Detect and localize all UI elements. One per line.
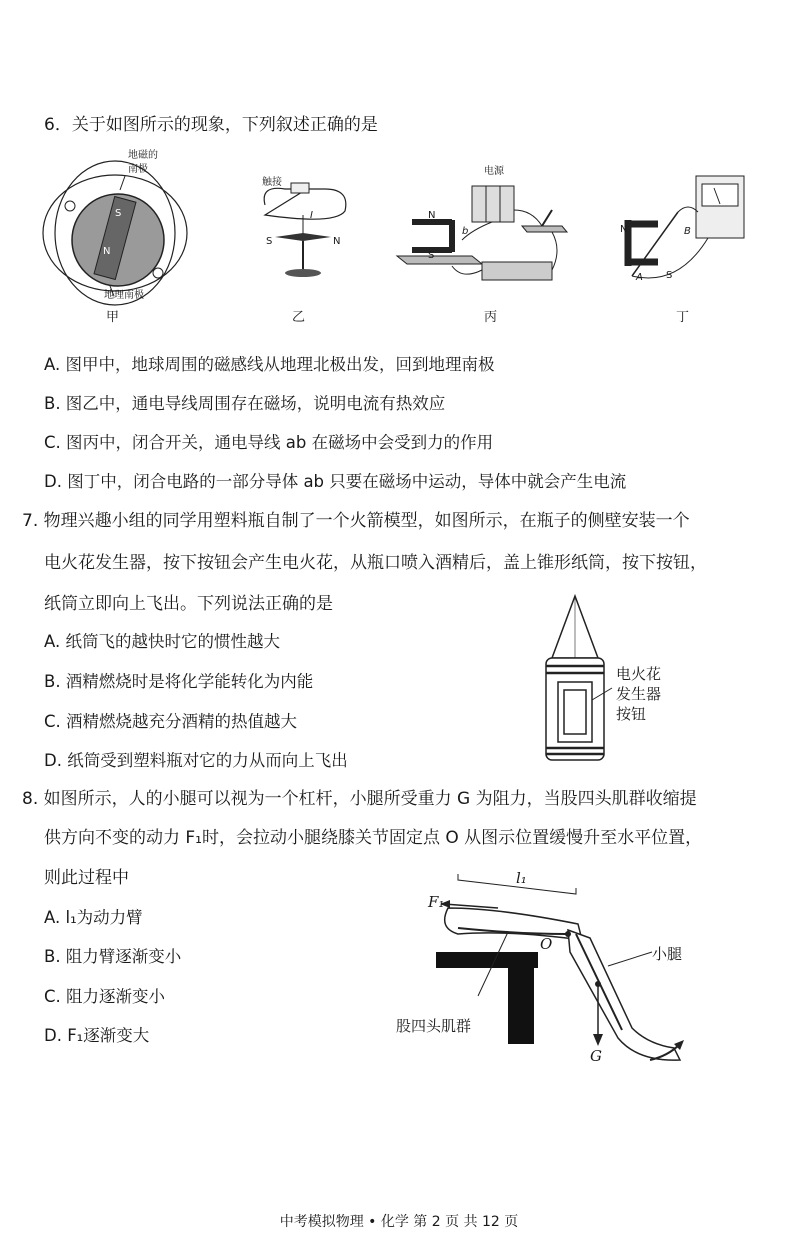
q6-option-b: B. 图乙中，通电导线周围存在磁场，说明电流有热效应: [44, 394, 446, 413]
leg-label: 小腿: [652, 945, 683, 963]
bing-caption: 丙: [484, 310, 498, 325]
q8-stem-3: 则此过程中: [44, 868, 129, 888]
muscle-label: 股四头肌群: [396, 1017, 472, 1035]
figure-bing: [392, 170, 572, 300]
jia-top-label-2: 南极: [128, 164, 148, 175]
q6-option-a: A. 图甲中，地球周围的磁感线从地理北极出发，回到地理南极: [44, 355, 495, 374]
leg-o: O: [540, 935, 553, 953]
leg-l1: l₁: [516, 869, 527, 887]
jia-caption: 甲: [106, 310, 120, 325]
rocket-label-3: 按钮: [616, 705, 647, 723]
rocket-figure: [540, 596, 610, 764]
jia-magnet-n: N: [103, 246, 111, 257]
ding-caption: 丁: [676, 310, 690, 325]
q7-option-d: D. 纸筒受到塑料瓶对它的力从而向上飞出: [44, 751, 348, 770]
q6-stem: 6．关于如图所示的现象，下列叙述正确的是: [44, 115, 378, 135]
rocket-label-1: 电火花: [616, 665, 662, 683]
q8-option-b: B. 阻力臂逐渐变小: [44, 947, 182, 966]
jia-bottom-label: 地理南极: [104, 290, 144, 301]
ding-b: B: [684, 226, 691, 237]
q8-option-a: A. l₁为动力臂: [44, 908, 143, 927]
q6-option-c: C. 图丙中，闭合开关，通电导线 ab 在磁场中会受到力的作用: [44, 433, 494, 452]
leg-g: G: [590, 1047, 602, 1065]
yi-touch-label: 触接: [262, 177, 282, 188]
q7-option-a: A. 纸筒飞的越快时它的惯性越大: [44, 632, 280, 651]
bing-s: S: [428, 250, 435, 261]
q6-option-d: D. 图丁中，闭合电路的一部分导体 ab 只要在磁场中运动，导体中就会产生电流: [44, 472, 627, 491]
q8-stem-1: 8. 如图所示，人的小腿可以视为一个杠杆，小腿所受重力 G 为阻力，当股四头肌群收缩提: [22, 789, 697, 809]
figure-yi: [255, 175, 355, 285]
jia-top-label-1: 地磁的: [128, 150, 158, 161]
q8-option-c: C. 阻力逐渐变小: [44, 987, 166, 1006]
rocket-label-2: 发生器: [616, 685, 662, 703]
q7-stem-1: 7. 物理兴趣小组的同学用塑料瓶自制了一个火箭模型，如图所示，在瓶子的侧壁安装一个: [22, 511, 690, 531]
q7-stem-3: 纸筒立即向上飞出。下列说法正确的是: [44, 594, 333, 614]
q7-option-b: B. 酒精燃烧时是将化学能转化为内能: [44, 672, 314, 691]
jia-magnet-s: S: [115, 208, 122, 219]
yi-s: S: [266, 236, 273, 247]
ding-n: N: [620, 224, 628, 235]
q8-option-d: D. F₁逐渐变大: [44, 1026, 150, 1045]
bing-b: b: [462, 226, 469, 237]
leg-f1: F₁: [428, 893, 445, 911]
q7-option-c: C. 酒精燃烧越充分酒精的热值越大: [44, 712, 298, 731]
leg-figure: [418, 868, 718, 1068]
yi-n: N: [333, 236, 341, 247]
yi-wire-label: I: [310, 210, 313, 221]
q7-stem-2: 电火花发生器，按下按钮会产生电火花，从瓶口喷入酒精后，盖上锥形纸筒，按下按钮，: [44, 553, 707, 573]
q8-stem-2: 供方向不变的动力 F₁时，会拉动小腿绕膝关节固定点 O 从图示位置缓慢升至水平位置，: [44, 828, 703, 848]
ding-a: A: [636, 272, 643, 283]
page-footer: 中考模拟物理 • 化学 第 2 页 共 12 页: [279, 1214, 519, 1230]
bing-n: N: [428, 210, 436, 221]
ding-s: S: [666, 270, 673, 281]
bing-power-label: 电源: [484, 166, 504, 177]
yi-caption: 乙: [292, 310, 306, 325]
